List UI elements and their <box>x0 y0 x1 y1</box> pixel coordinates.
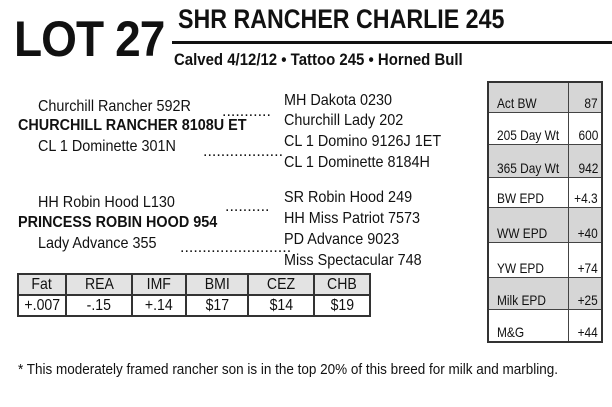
carcass-value: -.15 <box>66 295 132 316</box>
perf-row-bw-epd: BW EPD +4.3 <box>497 190 598 206</box>
pedigree-leader: .......... <box>225 198 270 215</box>
perf-row-205-day: 205 Day Wt 600 <box>497 127 598 143</box>
lot-number: LOT 27 <box>14 11 165 67</box>
performance-table <box>487 81 603 343</box>
sire-sire-sire: MH Dakota 0230 <box>284 92 393 109</box>
carcass-header: BMI <box>186 274 248 295</box>
carcass-header: CEZ <box>248 274 314 295</box>
sire-dam: CL 1 Dominette 301N <box>38 138 176 155</box>
sire-dam-dam: CL 1 Dominette 8184H <box>284 154 430 171</box>
dam-sire: HH Robin Hood L130 <box>38 194 175 211</box>
perf-row-line <box>489 242 601 243</box>
carcass-value: $14 <box>248 295 314 316</box>
carcass-header: REA <box>66 274 132 295</box>
sire-dam-sire: CL 1 Domino 9126J 1ET <box>284 133 442 150</box>
header-rule <box>172 41 612 44</box>
carcass-value-row <box>18 295 370 316</box>
dam-dam: Lady Advance 355 <box>38 235 157 252</box>
perf-row-yw-epd: YW EPD +74 <box>497 260 598 276</box>
dam-sire-dam: HH Miss Patriot 7573 <box>284 210 421 227</box>
carcass-header: IMF <box>132 274 186 295</box>
carcass-header: CHB <box>314 274 370 295</box>
dam: PRINCESS ROBIN HOOD 954 <box>18 214 218 231</box>
perf-row-mg: M&G +44 <box>497 324 598 340</box>
perf-row-line <box>489 309 601 310</box>
carcass-value: +.14 <box>132 295 186 316</box>
perf-row-line <box>489 112 601 113</box>
sire-sire: Churchill Rancher 592R <box>38 98 191 115</box>
dam-dam-sire: PD Advance 9023 <box>284 231 400 248</box>
carcass-epd-table <box>17 273 371 317</box>
perf-row-act-bw: Act BW 87 <box>489 83 601 112</box>
dam-sire-sire: SR Robin Hood 249 <box>284 189 413 206</box>
animal-name: SHR RANCHER CHARLIE 245 <box>178 4 505 34</box>
pedigree-leader: ......................... <box>180 239 292 256</box>
perf-row-ww-epd: WW EPD +40 <box>489 207 601 242</box>
perf-row-line <box>489 144 601 145</box>
perf-row-milk-epd: Milk EPD +25 <box>489 277 601 309</box>
carcass-header-row <box>18 274 370 295</box>
footnote: * This moderately framed rancher son is in the top 20% of this breed for milk and marbling. <box>18 361 559 378</box>
perf-divider <box>568 83 569 341</box>
sire-sire-dam: Churchill Lady 202 <box>284 112 404 129</box>
animal-details: Calved 4/12/12 • Tattoo 245 • Horned Bull <box>174 50 463 69</box>
perf-row-line <box>489 207 601 208</box>
perf-row-line <box>489 177 601 178</box>
sire: CHURCHILL RANCHER 8108U ET <box>18 117 247 134</box>
carcass-value: $17 <box>186 295 248 316</box>
carcass-value: $19 <box>314 295 370 316</box>
perf-row-line <box>489 277 601 278</box>
carcass-header: Fat <box>18 274 66 295</box>
pedigree-leader: ........... <box>222 103 271 120</box>
dam-dam-dam: Miss Spectacular 748 <box>284 252 422 269</box>
pedigree-leader: .................. <box>203 143 284 160</box>
perf-row-365-day: 365 Day Wt 942 <box>489 144 601 177</box>
carcass-value: +.007 <box>18 295 66 316</box>
